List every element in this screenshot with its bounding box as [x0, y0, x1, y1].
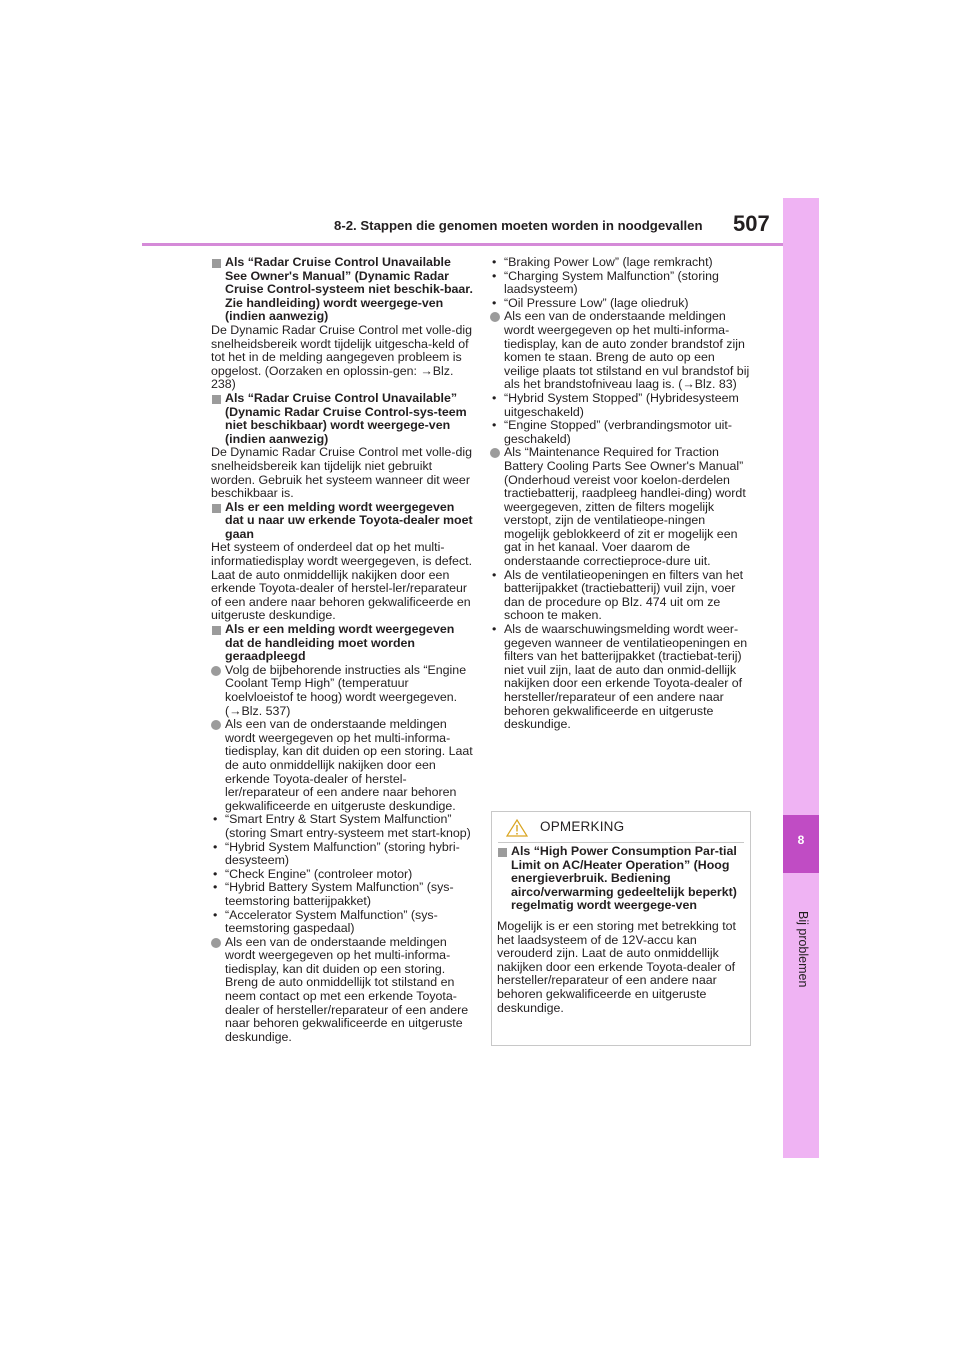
bullet-item: • “Hybrid System Malfunction” (storing hybri-desysteem)	[211, 841, 473, 868]
bullet-item: • Als de waarschuwingsmelding wordt weer-gegeven wanneer de ventilatieopeningen en filters van het batterijpakket (tractiebat-terij) niet vuil zijn, laat de auto dan onmid-dellijk nakijken door een erkende Toyota-dealer of hersteller/reparateur of een andere naar behoren gekwalificeerde en uitgeruste deskundige.	[490, 623, 752, 732]
note-divider	[498, 842, 744, 843]
bullet-item: • “Accelerator System Malfunction” (sys-teemstoring gaspedaal)	[211, 909, 473, 936]
bullet-item: • “Check Engine” (controleer motor)	[211, 868, 473, 882]
heading-radar-unavailable: Als “Radar Cruise Control Unavailable” (Dynamic Radar Cruise Control-sys-teem niet beschikbaar) wordt weergege-ven (indien aanwezig)	[211, 392, 473, 446]
bullet-item: • Als de ventilatieopeningen en filters van het batterijpakket (tractiebatterij) vuil zijn, voer dan de procedure op Blz. 474 uit om ze schoon te maken.	[490, 569, 752, 623]
note-header	[492, 812, 750, 842]
chapter-tab-strip	[783, 198, 819, 1158]
bullet-item: • “Smart Entry & Start System Malfunction” (storing Smart entry-systeem met start-knop)	[211, 813, 473, 840]
bullet-item: • “Braking Power Low” (lage remkracht)	[490, 256, 752, 270]
chapter-number: 8	[797, 833, 805, 847]
warning-triangle-icon	[506, 819, 528, 837]
heading-manual-message: Als er een melding wordt weergegeven dat de handleiding moet worden geraadpleegd	[211, 623, 473, 664]
list-item: Volg de bijbehorende instructies als “Engine Coolant Temp High” (temperatuur koelvloeistof te hoog) wordt weergegeven. (→Blz. 537)	[211, 664, 473, 718]
heading-radar-unavailable-manual: Als “Radar Cruise Control Unavailable See Owner's Manual” (Dynamic Radar Cruise Control-systeem niet beschik-baar. Zie handleiding) wordt weergege-ven (indien aanwezig)	[211, 256, 473, 324]
left-column	[211, 256, 473, 1044]
section-title: 8-2. Stappen die genomen moeten worden in noodgevallen	[334, 218, 703, 233]
bullet-item: • “Charging System Malfunction” (storing laadsysteem)	[490, 270, 752, 297]
bullet-item: • “Oil Pressure Low” (lage oliedruk)	[490, 297, 752, 311]
bullet-item: • “Engine Stopped” (verbrandingsmotor uit-geschakeld)	[490, 419, 752, 446]
note-heading: Als “High Power Consumption Par-tial Limit on AC/Heater Operation” (Hoog energieverbruik. Bediening airco/verwarming gedeeltelijk beperkt) regelmatig wordt weergege-ven	[497, 845, 743, 913]
chapter-label: Bij problemen	[796, 911, 810, 988]
note-title: OPMERKING	[540, 819, 625, 834]
bullet-item: • “Hybrid Battery System Malfunction” (sys-teemstoring batterijpakket)	[211, 881, 473, 908]
paragraph: De Dynamic Radar Cruise Control met volle-dig snelheidsbereik kan tijdelijk niet gebruikt worden. Gebruik het systeem wanneer dit weer beschikbaar is.	[211, 445, 472, 501]
note-paragraph: Mogelijk is er een storing met betrekking tot het laadsysteem of de 12V-accu kan verouderd zijn. Laat de auto onmiddellijk nakijken door een erkende Toyota-dealer of hersteller/reparateur of een andere naar behoren gekwalificeerde en uitgeruste deskundige.	[497, 918, 736, 1015]
paragraph: Het systeem of onderdeel dat op het multi-informatiedisplay wordt weergegeven, is defect. Laat de auto onmiddellijk nakijken door een erkende Toyota-dealer of herstel-ler/reparateur of een andere naar behoren gekwalificeerde en uitgeruste deskundige.	[211, 540, 473, 623]
list-item: Als een van de onderstaande meldingen wordt weergegeven op het multi-informa-tiedisplay, kan dit duiden op een storing. Breng de auto onmiddellijk tot stilstand en neem contact op met een erkende Toyota-dealer of hersteller/reparateur of een andere naar behoren gekwalificeerde en uitgeruste deskundige.	[211, 936, 473, 1045]
list-item: Als een van de onderstaande meldingen wordt weergegeven op het multi-informa-tiedisplay, kan de auto zonder brandstof zijn komen te staan. Breng de auto op een veilige plaats tot stilstand en vul brandstof bij als het brandstofniveau laag is. (→Blz. 83)	[490, 310, 752, 392]
heading-dealer-message: Als er een melding wordt weergegeven dat u naar uw erkende Toyota-dealer moet gaan	[211, 501, 473, 542]
note-body	[497, 845, 743, 1015]
list-item: Als “Maintenance Required for Traction Battery Cooling Parts See Owner's Manual” (Onderhoud vereist voor koelon-derdelen tractiebatterij, raadpleeg handlei-ding) wordt weergegeven, zitten de filters mogelijk verstopt, zijn de ventilatieope-ningen mogelijk geblokkeerd of zit er mogelijk een gat in het kanaal. Voer daarom de onderstaande correctieproce-dure uit.	[490, 446, 752, 568]
paragraph: De Dynamic Radar Cruise Control met volle-dig snelheidsbereik wordt tijdelijk uitgescha-keld of tot het in de melding aangegeven probleem is opgelost. (Oorzaken en oplossin-gen: →Blz. 238)	[211, 322, 472, 392]
note-box	[491, 811, 751, 1046]
header-rule	[142, 243, 783, 246]
bullet-item: • “Hybrid System Stopped” (Hybridesysteem uitgeschakeld)	[490, 392, 752, 419]
list-item: Als een van de onderstaande meldingen wordt weergegeven op het multi-informa-tiedisplay, kan dit duiden op een storing. Laat de auto onmiddellijk nakijken door een erkende Toyota-dealer of herstel-ler/reparateur of een andere naar behoren gekwalificeerde en uitgeruste deskundige.	[211, 718, 473, 813]
page-number: 507	[733, 211, 770, 236]
right-column	[490, 256, 752, 732]
